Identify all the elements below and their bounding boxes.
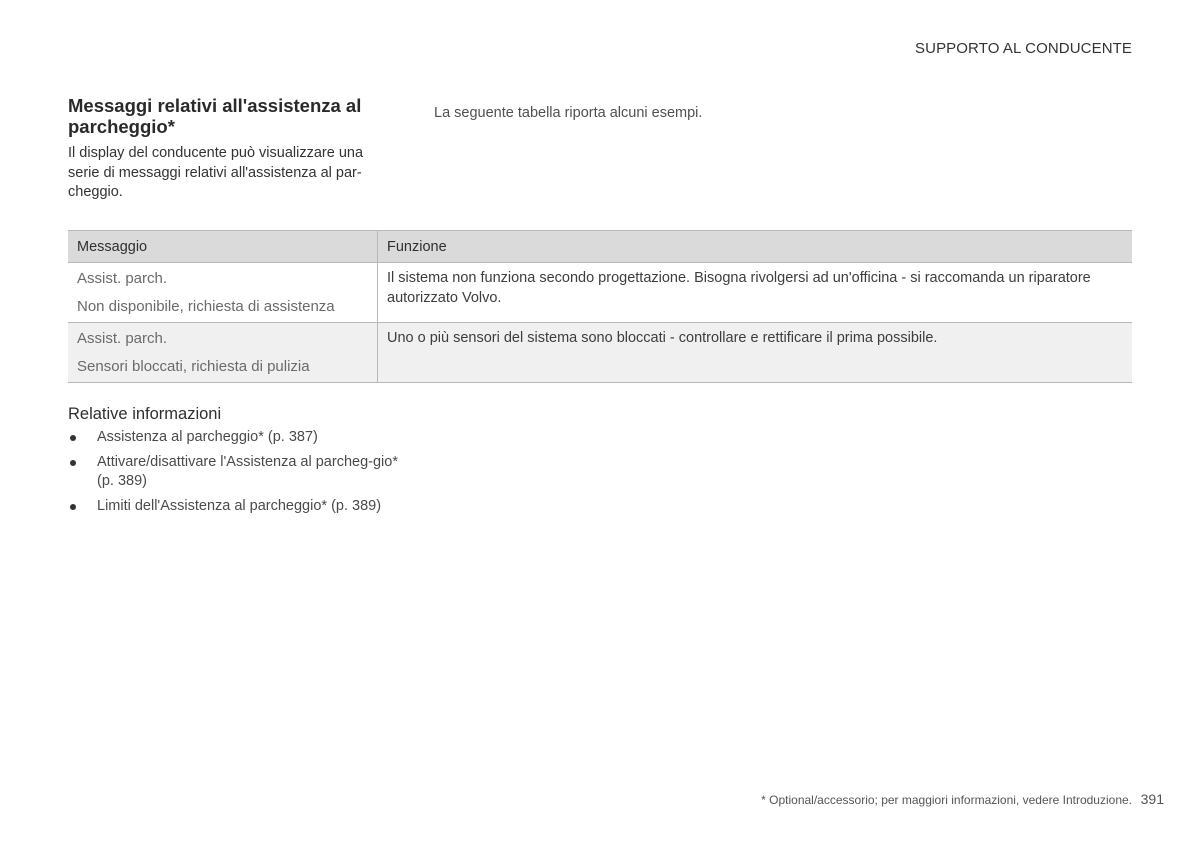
- related-link-text: Assistenza al parcheggio* (p. 387): [97, 429, 318, 445]
- intro-paragraph: Il display del conducente può visualizzare una serie di messaggi relativi all'assistenza al par-cheggio.: [68, 145, 364, 200]
- message-detail: Sensori bloccati, richiesta di pulizia: [77, 358, 310, 375]
- table-header-row: [68, 231, 1132, 263]
- article-intro: [68, 95, 383, 203]
- footnote: * Optional/accessorio; per maggiori informazioni, vedere Introduzione.: [761, 793, 1132, 807]
- bullet-icon: [70, 435, 76, 441]
- column-header-function: Funzione: [378, 231, 1133, 263]
- messages-table: [68, 230, 1132, 383]
- bullet-icon: [70, 504, 76, 510]
- table-row: [68, 263, 1132, 323]
- related-links-list: [68, 428, 398, 516]
- message-cell: [68, 263, 378, 323]
- related-info-section: [68, 405, 398, 521]
- table-intro-text: La seguente tabella riporta alcuni esempi.: [434, 105, 703, 121]
- message-cell: [68, 323, 378, 383]
- article-title: Messaggi relativi all'assistenza al parcheggio*: [68, 95, 362, 137]
- related-link[interactable]: [68, 453, 398, 492]
- section-header: SUPPORTO AL CONDUCENTE: [915, 40, 1132, 57]
- function-cell: Uno o più sensori del sistema sono bloccati - controllare e rettificare il prima possibile.: [378, 323, 1133, 383]
- related-info-title: Relative informazioni: [68, 405, 222, 423]
- table-row: [68, 323, 1132, 383]
- bullet-icon: [70, 460, 76, 466]
- message-title: Assist. parch.: [77, 330, 168, 347]
- column-header-message: Messaggio: [68, 231, 378, 263]
- related-link[interactable]: [68, 428, 398, 448]
- related-link-text: Attivare/disattivare l'Assistenza al parcheg-gio* (p. 389): [97, 453, 398, 489]
- message-detail: Non disponibile, richiesta di assistenza: [77, 298, 335, 315]
- function-cell: Il sistema non funziona secondo progettazione. Bisogna rivolgersi ad un'officina - si raccomanda un riparatore autorizzato Volvo.: [378, 263, 1133, 323]
- message-title: Assist. parch.: [77, 270, 168, 287]
- related-link[interactable]: [68, 497, 398, 517]
- page-number: 391: [1140, 791, 1164, 807]
- related-link-text: Limiti dell'Assistenza al parcheggio* (p. 389): [97, 497, 382, 514]
